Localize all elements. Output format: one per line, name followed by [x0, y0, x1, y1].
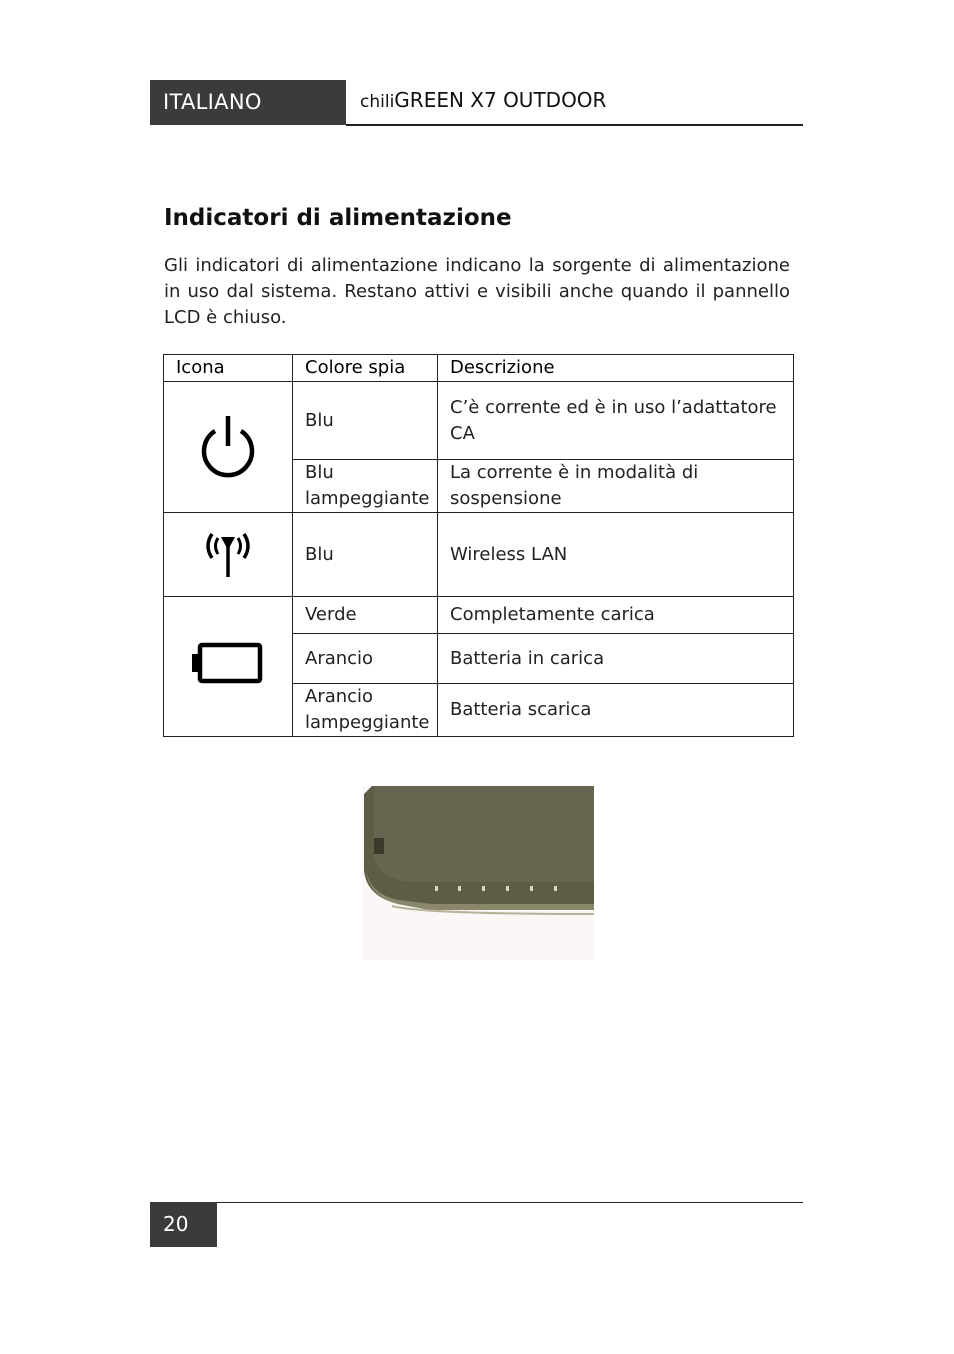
led-color: Arancio lampeggiante — [293, 684, 438, 737]
power-icon-cell — [164, 382, 293, 513]
header-language-tab: ITALIANO — [150, 80, 346, 125]
indicator-table — [163, 354, 794, 737]
led-description: Batteria in carica — [438, 634, 794, 684]
led-description: Completamente carica — [438, 597, 794, 634]
led-description: La corrente è in modalità di sospensione — [438, 460, 794, 513]
led-color: Blu lampeggiante — [293, 460, 438, 513]
led-color: Arancio — [293, 634, 438, 684]
section-intro: Gli indicatori di alimentazione indicano la sorgente di alimentazione in uso dal sistema. Restano attivi e visibili anche quando il pannello LCD è chiuso. — [164, 255, 790, 328]
header-product-title — [360, 88, 606, 112]
footer-rule — [150, 1202, 803, 1203]
section-title: Indicatori di alimentazione — [164, 205, 512, 231]
led-color: Blu — [293, 382, 438, 460]
product-name: GREEN X7 OUTDOOR — [394, 88, 607, 112]
table-row — [164, 597, 794, 634]
table-row — [164, 382, 794, 460]
header-rule — [346, 124, 803, 126]
table-header-row — [164, 355, 794, 382]
led-description: C’è corrente ed è in uso l’adattatore CA — [438, 382, 794, 460]
led-description: Wireless LAN — [438, 513, 794, 597]
product-prefix: chili — [360, 92, 395, 112]
header-description: Descrizione — [438, 355, 794, 382]
led-description: Batteria scarica — [438, 684, 794, 737]
led-color: Verde — [293, 597, 438, 634]
battery-icon — [190, 641, 266, 685]
wireless-icon-cell — [164, 513, 293, 597]
table-row — [164, 513, 794, 597]
led-color: Blu — [293, 513, 438, 597]
header-color: Colore spia — [293, 355, 438, 382]
page-number: 20 — [150, 1202, 217, 1247]
laptop-indicator-photo — [362, 786, 594, 960]
wireless-lan-icon — [198, 520, 258, 582]
battery-icon-cell — [164, 597, 293, 737]
power-icon — [198, 408, 258, 478]
header-icon: Icona — [164, 355, 293, 382]
